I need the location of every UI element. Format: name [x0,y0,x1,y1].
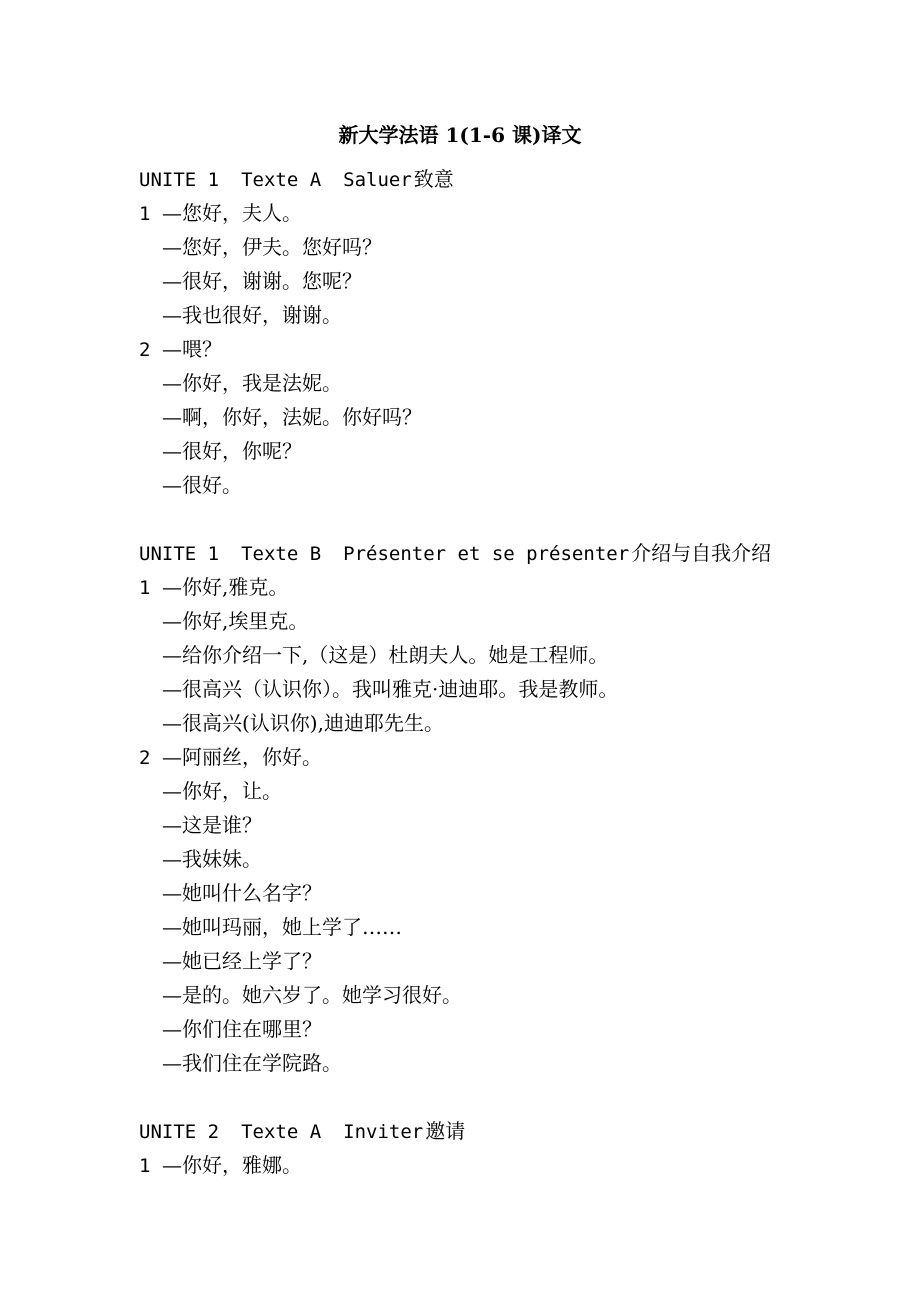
unit-label: UNITE 1 [139,169,220,191]
dialogue-line: —我也很好，谢谢。 [162,303,342,327]
dialogue-number: 1 [139,1155,151,1177]
section-chinese-title: 致意 [413,167,454,191]
dialogue-line: —你好,埃里克。 [162,609,309,633]
dialogue-line: —她叫什么名字？ [162,881,322,905]
dialogue-line [139,570,859,604]
section-name: Inviter [343,1121,424,1143]
unit-label: UNITE 2 [139,1121,220,1143]
dialogue-line: —给你介绍一下,（这是）杜朗夫人。她是工程师。 [162,643,609,667]
section-spacer [139,502,859,536]
dialogue-line: —很好。 [162,473,242,497]
dialogue-line: —很好，你呢？ [162,439,302,463]
dialogue-line: —我妹妹。 [162,847,262,871]
dialogue-line: —你们住在哪里？ [162,1017,322,1041]
dialogue-number: 2 [139,339,151,361]
dialogue-line: —您好，伊夫。您好吗？ [162,235,382,259]
dialogue-line: —我们住在学院路。 [162,1051,342,1075]
dialogue-line: —你好，让。 [162,779,282,803]
dialogue-line: —你好，我是法妮。 [162,371,342,395]
dialogue-line [139,740,859,774]
unit-label: UNITE 1 [139,543,220,565]
dialogue-line: —她叫玛丽，她上学了…… [162,915,402,939]
dialogue-line: —很好，谢谢。您呢？ [162,269,362,293]
dialogue-text: —您好，夫人。 [162,201,302,225]
section-heading [139,1114,859,1148]
dialogue-line: —她已经上学了？ [162,949,322,973]
text-label: Texte A [241,1121,322,1143]
dialogue-line [139,196,859,230]
dialogue-line [139,1148,859,1182]
dialogue-text: —你好，雅娜。 [162,1153,302,1177]
section-chinese-title: 邀请 [425,1119,466,1143]
dialogue-number: 1 [139,577,151,599]
dialogue-line: —很高兴（认识你）。我叫雅克·迪迪耶。我是教师。 [162,677,619,701]
section-heading [139,162,859,196]
section-chinese-title: 介绍与自我介绍 [631,541,772,565]
dialogue-line [139,332,859,366]
section-heading [139,536,859,570]
dialogue-line: —啊，你好，法妮。你好吗？ [162,405,422,429]
dialogue-line: —这是谁？ [162,813,262,837]
dialogue-text: —阿丽丝，你好。 [162,745,322,769]
page-title: 新大学法语 1(1-6 课)译文 [338,123,582,147]
dialogue-number: 2 [139,747,151,769]
text-label: Texte B [241,543,322,565]
section-name: Saluer [343,169,412,191]
document-content [139,162,859,1182]
dialogue-text: —你好,雅克。 [162,575,289,599]
dialogue-number: 1 [139,203,151,225]
dialogue-line: —是的。她六岁了。她学习很好。 [162,983,462,1007]
text-label: Texte A [241,169,322,191]
section-name: Présenter et se présenter [343,543,630,565]
dialogue-line: —很高兴(认识你),迪迪耶先生。 [162,711,444,735]
section-spacer [139,1080,859,1114]
dialogue-text: —喂？ [162,337,222,361]
